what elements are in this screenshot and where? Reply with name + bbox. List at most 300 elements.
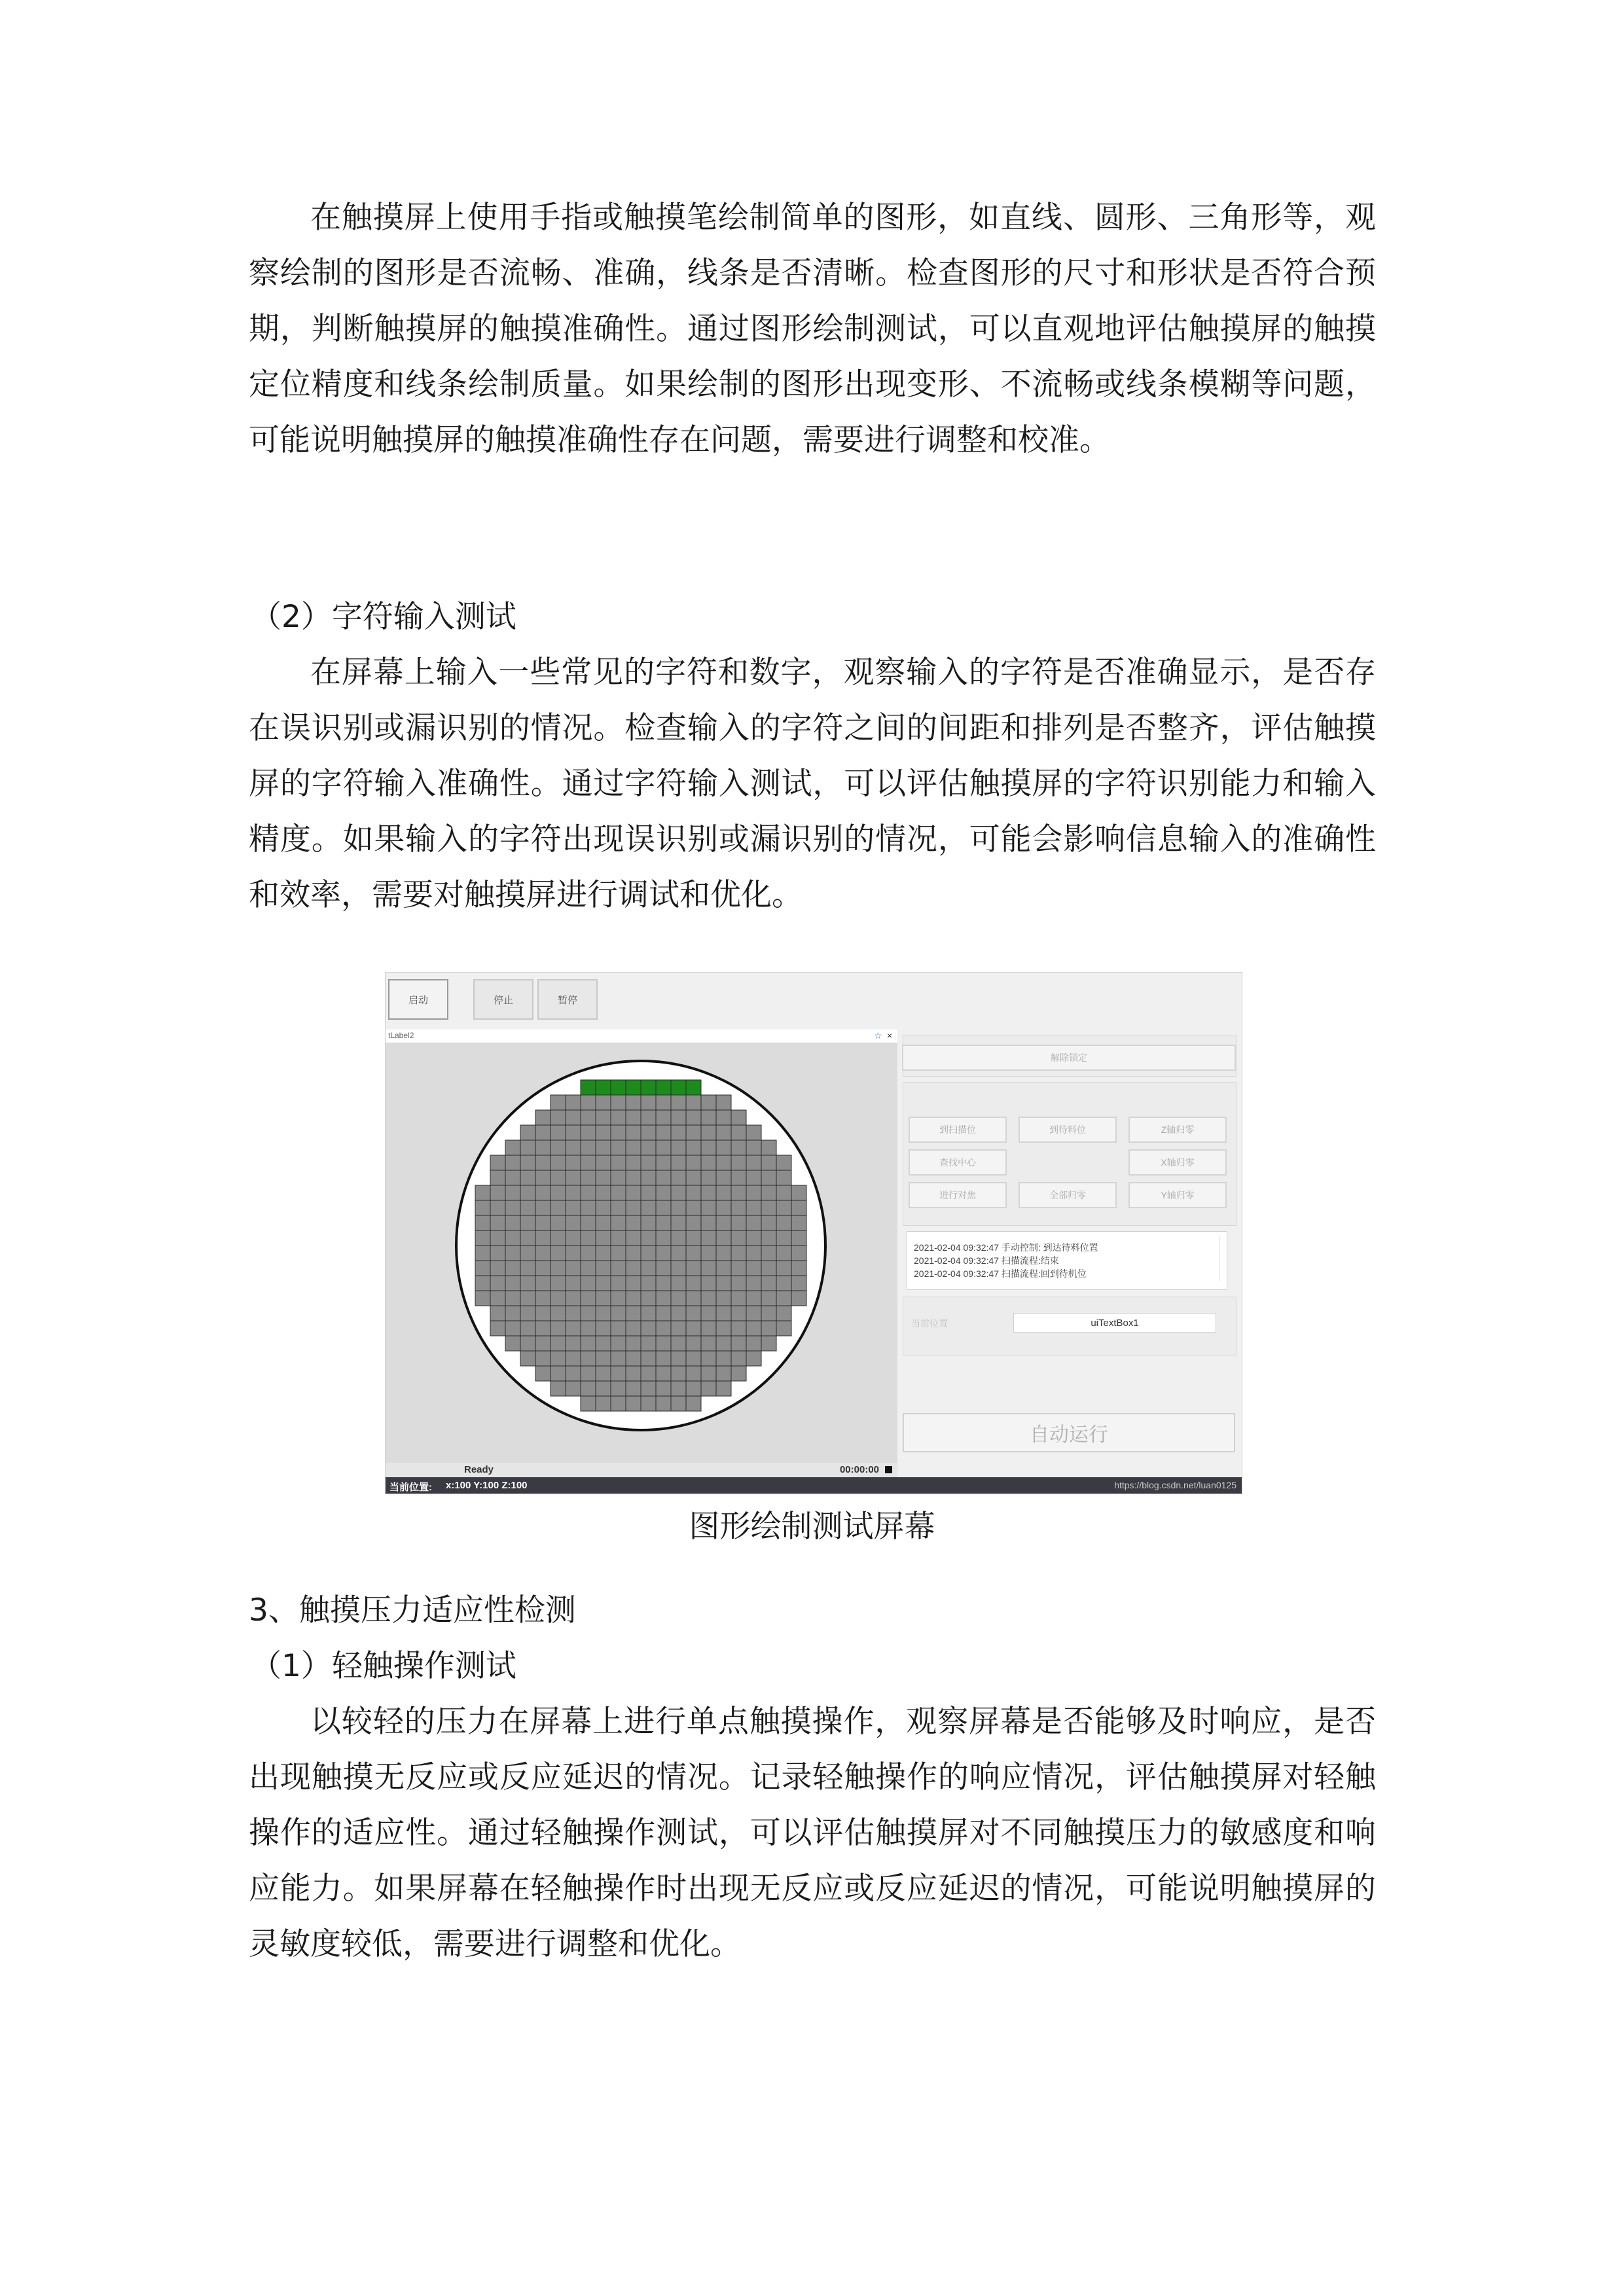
die-cell[interactable] xyxy=(671,1351,686,1366)
die-cell[interactable] xyxy=(596,1306,611,1321)
die-cell[interactable] xyxy=(581,1276,596,1291)
die-cell[interactable] xyxy=(671,1125,686,1140)
die-cell[interactable] xyxy=(550,1155,566,1170)
die-cell[interactable] xyxy=(656,1230,671,1246)
die-cell[interactable] xyxy=(716,1291,731,1306)
die-cell[interactable] xyxy=(596,1170,611,1185)
die-cell[interactable] xyxy=(761,1246,776,1261)
star-icon[interactable]: ☆ xyxy=(874,1030,882,1041)
die-cell[interactable] xyxy=(611,1095,626,1110)
die-cell[interactable] xyxy=(581,1230,596,1246)
die-cell[interactable] xyxy=(596,1140,611,1155)
die-cell[interactable] xyxy=(656,1095,671,1110)
die-cell[interactable] xyxy=(550,1170,566,1185)
die-cell[interactable] xyxy=(611,1125,626,1140)
die-cell[interactable] xyxy=(626,1200,641,1215)
die-cell[interactable] xyxy=(566,1276,581,1291)
die-cell[interactable] xyxy=(626,1110,641,1125)
z-axis-zero-button[interactable]: Z轴归零 xyxy=(1128,1117,1227,1143)
die-cell[interactable] xyxy=(776,1230,791,1246)
die-cell[interactable] xyxy=(581,1366,596,1381)
die-cell[interactable] xyxy=(761,1155,776,1170)
die-cell[interactable] xyxy=(596,1125,611,1140)
die-cell[interactable] xyxy=(761,1336,776,1351)
die-cell[interactable] xyxy=(611,1230,626,1246)
die-cell[interactable] xyxy=(716,1125,731,1140)
die-cell[interactable] xyxy=(746,1306,761,1321)
die-cell[interactable] xyxy=(701,1306,716,1321)
die-cell[interactable] xyxy=(550,1291,566,1306)
die-cell[interactable] xyxy=(550,1125,566,1140)
die-cell[interactable] xyxy=(776,1291,791,1306)
die-cell[interactable] xyxy=(731,1230,746,1246)
die-cell[interactable] xyxy=(671,1095,686,1110)
die-cell[interactable] xyxy=(701,1155,716,1170)
die-cell[interactable] xyxy=(475,1200,490,1215)
die-cell[interactable] xyxy=(475,1230,490,1246)
die-cell[interactable] xyxy=(581,1170,596,1185)
die-cell[interactable] xyxy=(641,1110,656,1125)
die-cell[interactable] xyxy=(641,1095,656,1110)
die-cell[interactable] xyxy=(791,1185,806,1200)
die-cell[interactable] xyxy=(505,1276,520,1291)
die-cell[interactable] xyxy=(505,1336,520,1351)
die-cell[interactable] xyxy=(550,1276,566,1291)
die-cell[interactable] xyxy=(656,1291,671,1306)
die-cell[interactable] xyxy=(686,1246,701,1261)
die-cell[interactable] xyxy=(566,1246,581,1261)
die-cell[interactable] xyxy=(596,1321,611,1336)
die-cell[interactable] xyxy=(671,1306,686,1321)
die-cell[interactable] xyxy=(686,1261,701,1276)
die-cell-done[interactable] xyxy=(686,1080,701,1095)
die-cell[interactable] xyxy=(656,1381,671,1396)
die-cell[interactable] xyxy=(701,1215,716,1230)
die-cell[interactable] xyxy=(641,1291,656,1306)
die-cell[interactable] xyxy=(566,1306,581,1321)
die-cell[interactable] xyxy=(520,1140,535,1155)
die-cell[interactable] xyxy=(550,1200,566,1215)
die-cell[interactable] xyxy=(611,1140,626,1155)
die-cell[interactable] xyxy=(746,1125,761,1140)
die-cell-done[interactable] xyxy=(626,1080,641,1095)
die-cell[interactable] xyxy=(505,1170,520,1185)
die-cell[interactable] xyxy=(505,1185,520,1200)
die-cell[interactable] xyxy=(520,1125,535,1140)
die-cell[interactable] xyxy=(520,1276,535,1291)
die-cell[interactable] xyxy=(761,1276,776,1291)
die-cell[interactable] xyxy=(626,1155,641,1170)
die-cell[interactable] xyxy=(535,1200,550,1215)
die-cell[interactable] xyxy=(701,1381,716,1396)
die-cell[interactable] xyxy=(716,1110,731,1125)
die-cell[interactable] xyxy=(746,1351,761,1366)
die-cell[interactable] xyxy=(761,1230,776,1246)
die-cell[interactable] xyxy=(761,1261,776,1276)
die-cell[interactable] xyxy=(535,1110,550,1125)
die-cell[interactable] xyxy=(671,1170,686,1185)
start-button[interactable]: 启动 xyxy=(388,979,448,1020)
die-cell[interactable] xyxy=(505,1200,520,1215)
die-cell[interactable] xyxy=(641,1140,656,1155)
die-cell[interactable] xyxy=(566,1125,581,1140)
die-cell[interactable] xyxy=(550,1321,566,1336)
find-center-button[interactable]: 查找中心 xyxy=(909,1149,1007,1175)
die-cell[interactable] xyxy=(686,1276,701,1291)
die-cell[interactable] xyxy=(746,1140,761,1155)
die-cell[interactable] xyxy=(566,1321,581,1336)
die-cell[interactable] xyxy=(761,1291,776,1306)
die-cell[interactable] xyxy=(686,1336,701,1351)
die-cell[interactable] xyxy=(626,1261,641,1276)
text-box[interactable]: uiTextBox1 xyxy=(1013,1313,1216,1333)
die-cell[interactable] xyxy=(716,1336,731,1351)
log-scrollbar[interactable] xyxy=(1219,1236,1225,1282)
die-cell[interactable] xyxy=(535,1155,550,1170)
die-cell[interactable] xyxy=(626,1351,641,1366)
die-cell[interactable] xyxy=(641,1321,656,1336)
die-cell[interactable] xyxy=(701,1125,716,1140)
die-cell[interactable] xyxy=(581,1246,596,1261)
die-cell[interactable] xyxy=(626,1246,641,1261)
die-cell[interactable] xyxy=(535,1291,550,1306)
die-cell[interactable] xyxy=(566,1185,581,1200)
die-cell[interactable] xyxy=(716,1170,731,1185)
die-cell[interactable] xyxy=(671,1381,686,1396)
die-cell[interactable] xyxy=(686,1215,701,1230)
die-cell[interactable] xyxy=(626,1291,641,1306)
die-cell[interactable] xyxy=(791,1261,806,1276)
unlock-button[interactable]: 解除锁定 xyxy=(902,1045,1236,1071)
die-cell[interactable] xyxy=(490,1246,505,1261)
die-cell[interactable] xyxy=(566,1291,581,1306)
die-cell[interactable] xyxy=(656,1125,671,1140)
die-cell[interactable] xyxy=(641,1336,656,1351)
die-cell[interactable] xyxy=(731,1291,746,1306)
die-cell[interactable] xyxy=(671,1321,686,1336)
die-cell[interactable] xyxy=(505,1291,520,1306)
die-cell[interactable] xyxy=(611,1336,626,1351)
die-cell[interactable] xyxy=(611,1246,626,1261)
to-scan-position-button[interactable]: 到扫描位 xyxy=(909,1117,1007,1143)
die-cell[interactable] xyxy=(716,1200,731,1215)
die-cell[interactable] xyxy=(581,1155,596,1170)
die-cell[interactable] xyxy=(716,1230,731,1246)
die-cell[interactable] xyxy=(626,1140,641,1155)
die-cell[interactable] xyxy=(520,1246,535,1261)
die-cell[interactable] xyxy=(566,1366,581,1381)
die-cell[interactable] xyxy=(731,1261,746,1276)
die-cell[interactable] xyxy=(701,1185,716,1200)
die-cell[interactable] xyxy=(581,1125,596,1140)
die-cell[interactable] xyxy=(550,1215,566,1230)
die-cell[interactable] xyxy=(641,1261,656,1276)
die-cell[interactable] xyxy=(731,1170,746,1185)
die-cell[interactable] xyxy=(716,1276,731,1291)
die-cell[interactable] xyxy=(566,1110,581,1125)
die-cell[interactable] xyxy=(490,1230,505,1246)
die-cell[interactable] xyxy=(520,1306,535,1321)
die-cell[interactable] xyxy=(490,1200,505,1215)
die-cell[interactable] xyxy=(716,1140,731,1155)
die-cell[interactable] xyxy=(641,1200,656,1215)
die-cell[interactable] xyxy=(566,1261,581,1276)
die-cell[interactable] xyxy=(716,1261,731,1276)
die-cell[interactable] xyxy=(520,1321,535,1336)
die-cell[interactable] xyxy=(701,1261,716,1276)
die-cell[interactable] xyxy=(761,1170,776,1185)
die-cell[interactable] xyxy=(701,1351,716,1366)
die-cell[interactable] xyxy=(641,1170,656,1185)
die-cell[interactable] xyxy=(520,1261,535,1276)
die-cell[interactable] xyxy=(581,1095,596,1110)
die-cell[interactable] xyxy=(746,1246,761,1261)
die-cell[interactable] xyxy=(776,1321,791,1336)
die-cell[interactable] xyxy=(596,1381,611,1396)
die-cell[interactable] xyxy=(656,1185,671,1200)
die-cell[interactable] xyxy=(475,1215,490,1230)
die-cell[interactable] xyxy=(716,1366,731,1381)
die-cell[interactable] xyxy=(550,1351,566,1366)
die-cell[interactable] xyxy=(626,1366,641,1381)
die-cell[interactable] xyxy=(731,1140,746,1155)
die-cell[interactable] xyxy=(505,1306,520,1321)
die-cell[interactable] xyxy=(626,1230,641,1246)
die-cell[interactable] xyxy=(520,1351,535,1366)
die-cell[interactable] xyxy=(671,1261,686,1276)
die-cell[interactable] xyxy=(746,1185,761,1200)
die-cell[interactable] xyxy=(535,1185,550,1200)
die-cell[interactable] xyxy=(716,1246,731,1261)
die-cell[interactable] xyxy=(686,1291,701,1306)
die-cell[interactable] xyxy=(776,1215,791,1230)
die-cell[interactable] xyxy=(776,1306,791,1321)
die-cell[interactable] xyxy=(656,1170,671,1185)
die-cell[interactable] xyxy=(671,1276,686,1291)
die-cell[interactable] xyxy=(746,1230,761,1246)
die-cell[interactable] xyxy=(656,1261,671,1276)
die-cell[interactable] xyxy=(611,1215,626,1230)
die-cell[interactable] xyxy=(611,1261,626,1276)
die-cell[interactable] xyxy=(641,1351,656,1366)
die-cell[interactable] xyxy=(535,1276,550,1291)
die-cell[interactable] xyxy=(656,1155,671,1170)
die-cell[interactable] xyxy=(731,1336,746,1351)
die-cell[interactable] xyxy=(731,1246,746,1261)
die-cell[interactable] xyxy=(731,1125,746,1140)
x-axis-zero-button[interactable]: X轴归零 xyxy=(1128,1149,1227,1175)
die-cell[interactable] xyxy=(731,1110,746,1125)
die-cell[interactable] xyxy=(611,1155,626,1170)
die-cell[interactable] xyxy=(746,1170,761,1185)
die-cell[interactable] xyxy=(596,1095,611,1110)
die-cell[interactable] xyxy=(671,1215,686,1230)
die-cell[interactable] xyxy=(791,1230,806,1246)
die-cell[interactable] xyxy=(520,1185,535,1200)
die-cell[interactable] xyxy=(686,1140,701,1155)
die-cell[interactable] xyxy=(686,1321,701,1336)
pause-button[interactable]: 暂停 xyxy=(537,979,598,1020)
die-cell[interactable] xyxy=(535,1261,550,1276)
die-cell[interactable] xyxy=(550,1366,566,1381)
die-cell-done[interactable] xyxy=(671,1080,686,1095)
die-cell[interactable] xyxy=(611,1170,626,1185)
die-cell[interactable] xyxy=(550,1261,566,1276)
die-grid[interactable] xyxy=(475,1080,806,1411)
die-cell[interactable] xyxy=(641,1155,656,1170)
die-cell[interactable] xyxy=(581,1185,596,1200)
die-cell[interactable] xyxy=(581,1321,596,1336)
die-cell[interactable] xyxy=(731,1321,746,1336)
die-cell[interactable] xyxy=(566,1215,581,1230)
die-cell[interactable] xyxy=(520,1336,535,1351)
die-cell-done[interactable] xyxy=(581,1080,596,1095)
die-cell[interactable] xyxy=(581,1110,596,1125)
die-cell[interactable] xyxy=(671,1366,686,1381)
focus-button[interactable]: 进行对焦 xyxy=(909,1182,1007,1208)
die-cell[interactable] xyxy=(550,1246,566,1261)
die-cell[interactable] xyxy=(566,1230,581,1246)
die-cell[interactable] xyxy=(550,1185,566,1200)
all-zero-button[interactable]: 全部归零 xyxy=(1019,1182,1117,1208)
die-cell[interactable] xyxy=(611,1351,626,1366)
die-cell[interactable] xyxy=(671,1246,686,1261)
die-cell[interactable] xyxy=(535,1306,550,1321)
die-cell[interactable] xyxy=(490,1321,505,1336)
die-cell[interactable] xyxy=(701,1321,716,1336)
stop-square-icon[interactable] xyxy=(885,1466,892,1473)
die-cell[interactable] xyxy=(746,1321,761,1336)
die-cell[interactable] xyxy=(776,1276,791,1291)
die-cell[interactable] xyxy=(535,1321,550,1336)
die-cell[interactable] xyxy=(731,1200,746,1215)
die-cell[interactable] xyxy=(656,1276,671,1291)
die-cell[interactable] xyxy=(761,1306,776,1321)
die-cell[interactable] xyxy=(626,1276,641,1291)
y-axis-zero-button[interactable]: Y轴归零 xyxy=(1128,1182,1227,1208)
die-cell[interactable] xyxy=(596,1185,611,1200)
die-cell[interactable] xyxy=(671,1336,686,1351)
die-cell[interactable] xyxy=(475,1246,490,1261)
die-cell[interactable] xyxy=(761,1321,776,1336)
die-cell[interactable] xyxy=(475,1276,490,1291)
die-cell[interactable] xyxy=(776,1170,791,1185)
die-cell[interactable] xyxy=(505,1140,520,1155)
die-cell[interactable] xyxy=(596,1200,611,1215)
die-cell[interactable] xyxy=(581,1351,596,1366)
die-cell[interactable] xyxy=(641,1125,656,1140)
die-cell[interactable] xyxy=(686,1110,701,1125)
die-cell[interactable] xyxy=(475,1291,490,1306)
die-cell[interactable] xyxy=(596,1336,611,1351)
die-cell[interactable] xyxy=(746,1155,761,1170)
die-cell[interactable] xyxy=(716,1215,731,1230)
die-cell[interactable] xyxy=(550,1110,566,1125)
die-cell[interactable] xyxy=(701,1140,716,1155)
die-cell[interactable] xyxy=(505,1215,520,1230)
die-cell[interactable] xyxy=(535,1351,550,1366)
die-cell[interactable] xyxy=(505,1155,520,1170)
die-cell[interactable] xyxy=(671,1140,686,1155)
die-cell[interactable] xyxy=(746,1291,761,1306)
auto-run-button[interactable]: 自动运行 xyxy=(903,1413,1235,1452)
stop-button[interactable]: 停止 xyxy=(473,979,533,1020)
die-cell[interactable] xyxy=(550,1381,566,1396)
die-cell[interactable] xyxy=(731,1185,746,1200)
die-cell[interactable] xyxy=(490,1185,505,1200)
die-cell[interactable] xyxy=(520,1155,535,1170)
die-cell[interactable] xyxy=(716,1321,731,1336)
die-cell[interactable] xyxy=(791,1291,806,1306)
die-cell[interactable] xyxy=(626,1306,641,1321)
die-cell[interactable] xyxy=(490,1276,505,1291)
die-cell[interactable] xyxy=(535,1170,550,1185)
die-cell[interactable] xyxy=(581,1215,596,1230)
die-cell[interactable] xyxy=(490,1215,505,1230)
die-cell[interactable] xyxy=(611,1291,626,1306)
die-cell[interactable] xyxy=(596,1215,611,1230)
die-cell[interactable] xyxy=(776,1261,791,1276)
die-cell[interactable] xyxy=(581,1140,596,1155)
die-cell-done[interactable] xyxy=(611,1080,626,1095)
die-cell[interactable] xyxy=(641,1230,656,1246)
die-cell[interactable] xyxy=(656,1140,671,1155)
die-cell[interactable] xyxy=(490,1261,505,1276)
die-cell[interactable] xyxy=(641,1215,656,1230)
die-cell[interactable] xyxy=(701,1246,716,1261)
die-cell[interactable] xyxy=(535,1366,550,1381)
die-cell[interactable] xyxy=(626,1170,641,1185)
die-cell[interactable] xyxy=(716,1381,731,1396)
die-cell[interactable] xyxy=(641,1306,656,1321)
die-cell[interactable] xyxy=(535,1125,550,1140)
die-cell[interactable] xyxy=(581,1396,596,1411)
die-cell[interactable] xyxy=(671,1291,686,1306)
die-cell[interactable] xyxy=(686,1396,701,1411)
die-cell[interactable] xyxy=(656,1321,671,1336)
die-cell[interactable] xyxy=(520,1170,535,1185)
die-cell[interactable] xyxy=(626,1321,641,1336)
die-cell[interactable] xyxy=(746,1336,761,1351)
die-cell[interactable] xyxy=(761,1185,776,1200)
die-cell[interactable] xyxy=(701,1095,716,1110)
die-cell[interactable] xyxy=(656,1396,671,1411)
die-cell[interactable] xyxy=(731,1276,746,1291)
die-cell[interactable] xyxy=(716,1351,731,1366)
die-cell[interactable] xyxy=(581,1291,596,1306)
die-cell[interactable] xyxy=(791,1215,806,1230)
die-cell[interactable] xyxy=(701,1366,716,1381)
die-cell[interactable] xyxy=(776,1185,791,1200)
die-cell[interactable] xyxy=(701,1230,716,1246)
die-cell[interactable] xyxy=(581,1200,596,1215)
die-cell[interactable] xyxy=(686,1351,701,1366)
die-cell[interactable] xyxy=(716,1095,731,1110)
die-cell[interactable] xyxy=(716,1155,731,1170)
die-cell[interactable] xyxy=(731,1215,746,1230)
die-cell[interactable] xyxy=(626,1381,641,1396)
die-cell[interactable] xyxy=(490,1155,505,1170)
die-cell[interactable] xyxy=(611,1321,626,1336)
die-cell[interactable] xyxy=(626,1125,641,1140)
die-cell[interactable] xyxy=(596,1396,611,1411)
die-cell[interactable] xyxy=(641,1396,656,1411)
die-cell[interactable] xyxy=(611,1306,626,1321)
die-cell[interactable] xyxy=(626,1396,641,1411)
die-cell[interactable] xyxy=(490,1306,505,1321)
die-cell[interactable] xyxy=(520,1230,535,1246)
die-cell[interactable] xyxy=(641,1246,656,1261)
